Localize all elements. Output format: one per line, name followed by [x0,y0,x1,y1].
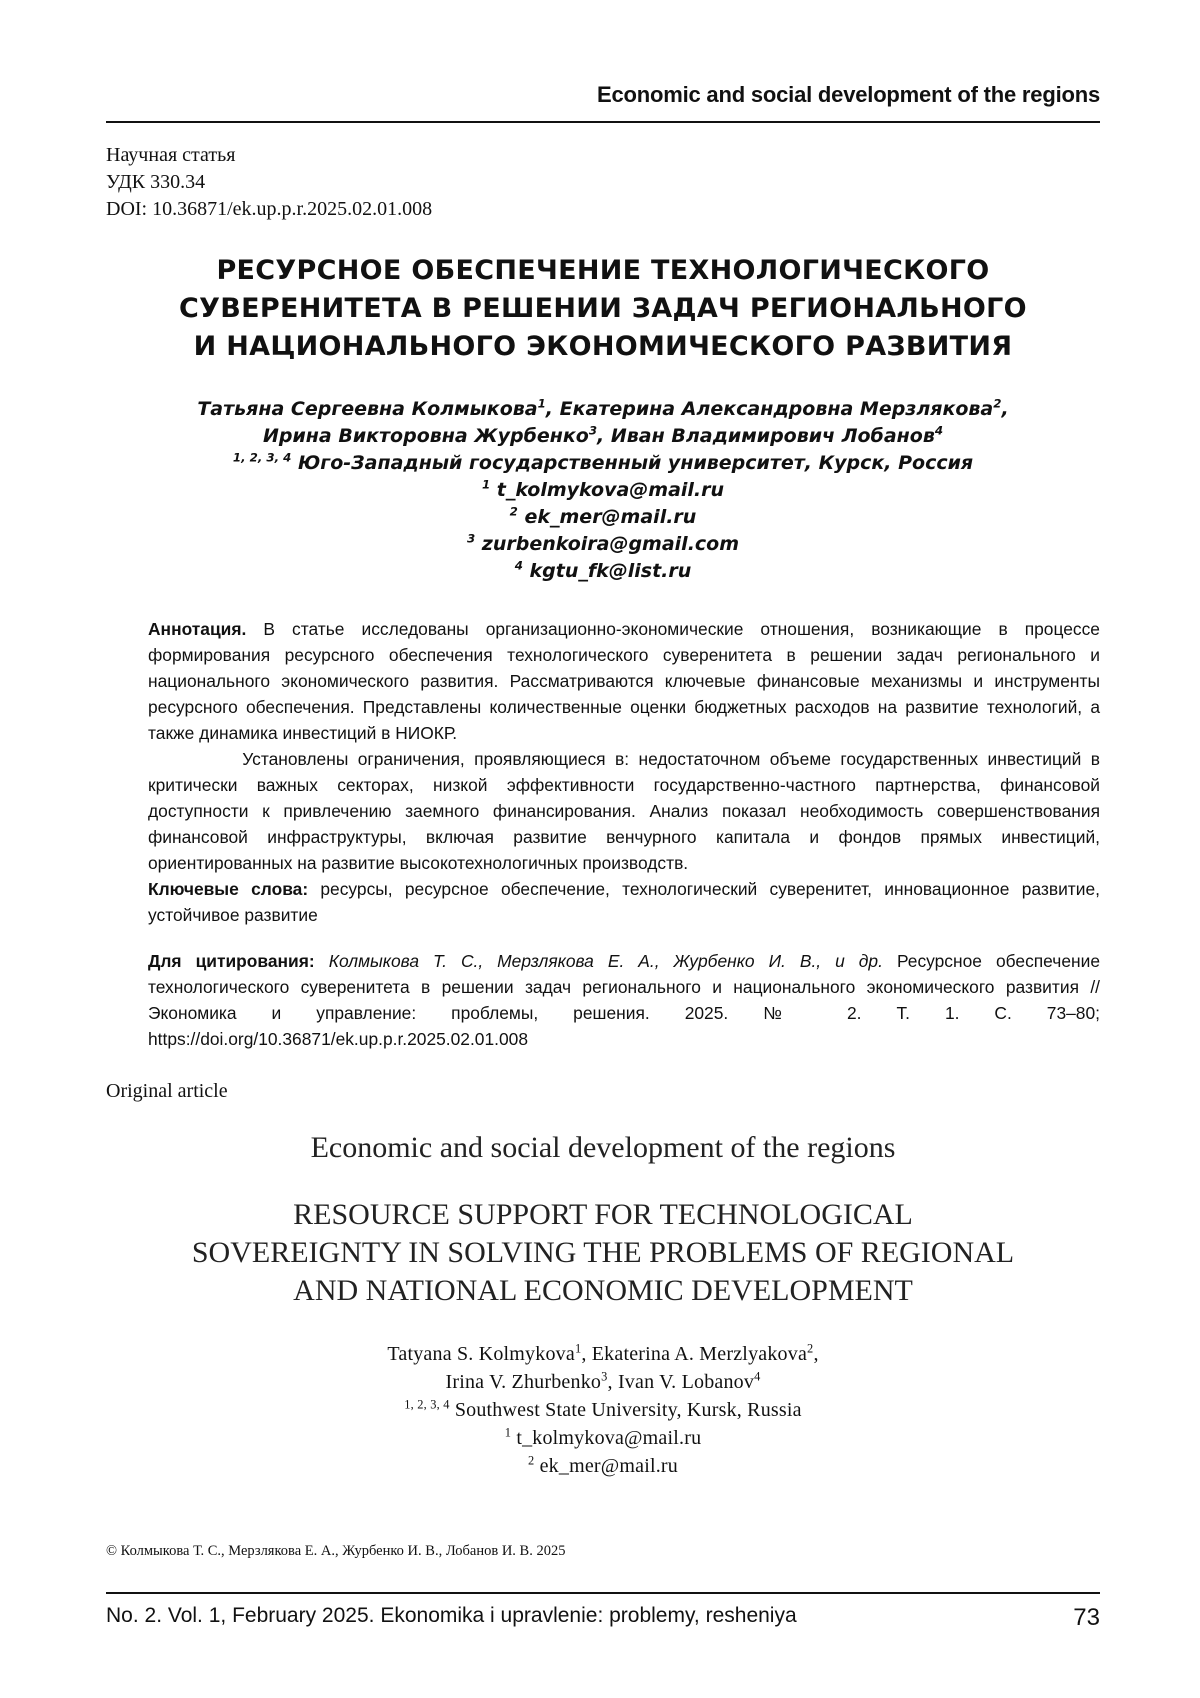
citation-block [148,948,1100,1052]
ru-email [106,558,1100,585]
running-head: Economic and social development of the regions [596,82,1100,107]
udc-code: УДК 330.34 [106,171,206,193]
paper-page [106,0,1100,1698]
copyright-notice: © Колмыкова Т. С., Мерзлякова Е. А., Журбенко И. В., Лобанов И. В. 2025 [106,1543,566,1559]
ru-email [106,504,1100,531]
en-email-sup: 1 [504,1425,512,1440]
keywords-paragraph [148,876,1100,928]
article-meta [106,142,432,223]
ru-title-line: И НАЦИОНАЛЬНОГО ЭКОНОМИЧЕСКОГО РАЗВИТИЯ [193,331,1013,362]
abstract-paragraph [148,746,1100,876]
en-author-name: Irina V. Zhurbenko [445,1371,602,1393]
abstract-text: Установлены ограничения, проявляющиеся в: недостаточном объеме государственных инвестиций в критически важных секторах, низкой эффективности государственно-частного партнерства, финансовой доступности к привлечению заемного финансирования. Анализ показал необходимость совершенствования финансовой инфраструктуры, включая развитие венчурного капитала и фондов прямых инвестиций, ориентированных на развитие высокотехнологичных производств. [148,749,1100,873]
en-section-title: Economic and social development of the regions [310,1131,896,1164]
keywords-label: Ключевые слова: [148,879,309,899]
en-author-name: Ekaterina A. Merzlyakova [591,1343,808,1365]
abstract-paragraph [148,616,1100,746]
en-affiliation-sup: 1, 2, 3, 4 [404,1397,450,1412]
en-email [106,1452,1100,1480]
page-number: 73 [1073,1604,1100,1631]
ru-email-address[interactable]: kgtu_fk@list.ru [529,560,692,582]
en-title-line: AND NATIONAL ECONOMIC DEVELOPMENT [293,1274,913,1307]
ru-author-sup: 3 [588,423,598,438]
keywords-text: ресурсы, ресурсное обеспечение, технологический суверенитет, инновационное развитие, устойчивое развитие [148,879,1100,925]
citation-authors: Колмыкова Т. С., Мерзлякова Е. А., Журбенко И. В., и др. [328,951,883,971]
ru-author-name: Иван Владимирович Лобанов [610,425,935,447]
ru-title-line: РЕСУРСНОЕ ОБЕСПЕЧЕНИЕ ТЕХНОЛОГИЧЕСКОГО [216,255,990,286]
en-author-name: Tatyana S. Kolmykova [387,1343,575,1365]
en-title [106,1196,1100,1310]
ru-author-name: Екатерина Александровна Мерзлякова [559,398,994,420]
ru-author-sup: 2 [993,396,1002,411]
ru-email-address[interactable]: t_kolmykova@mail.ru [496,479,725,501]
ru-affiliation-sup: 1, 2, 3, 4 [232,450,292,465]
en-author-name: Ivan V. Lobanov [617,1371,755,1393]
en-article-type: Original article [106,1080,228,1102]
footer-journal: No. 2. Vol. 1, February 2025. Ekonomika i upravlenie: problemy, resheniya [106,1604,797,1627]
ru-author-sup: 4 [934,423,944,438]
en-email-sup: 2 [527,1453,535,1468]
abstract-block [148,616,1100,928]
en-authors-line: Irina V. Zhurbenko$^3$, Ivan V. Lobanov$^4$ [445,1369,761,1393]
ru-affiliation [106,450,1100,477]
header-rule [106,121,1100,123]
ru-email [106,477,1100,504]
ru-email-sup: 2 [509,504,518,519]
citation-text: Ресурсное обеспечение технологического суверенитета в решении задач регионального и национального экономического развития // Экономика и управление: проблемы, решения. 2025. № 2. Т. 1. С. 73–80; https://doi.org/10.36871/ek.up.p.r.2025.02.01.008 [148,951,1100,1049]
ru-affiliation-text: Юго-Западный государственный университет, Курск, Россия [297,452,974,474]
ru-title [106,252,1100,366]
en-author-sup: 1 [574,1341,582,1356]
en-email-address[interactable]: ek_mer@mail.ru [539,1455,678,1477]
en-author-sup: 4 [754,1369,761,1384]
en-author-sup: 2 [807,1341,814,1356]
en-email-address[interactable]: t_kolmykova@mail.ru [516,1427,702,1449]
ru-author-sup: 1 [537,396,546,411]
abstract-label: Аннотация. [148,619,247,639]
en-authors-line: Tatyana S. Kolmykova$^1$, Ekaterina A. Merzlyakova$^2$, [387,1341,819,1365]
ru-email-address[interactable]: ek_mer@mail.ru [524,506,697,528]
en-affiliation-text: Southwest State University, Kursk, Russia [454,1399,802,1421]
en-affiliation [106,1396,1100,1424]
en-authors-block [106,1340,1100,1480]
doi: DOI: 10.36871/ek.up.p.r.2025.02.01.008 [106,198,433,220]
ru-email-sup: 1 [481,477,491,492]
ru-email-sup: 3 [466,531,476,546]
ru-email-address[interactable]: zurbenkoira@gmail.com [481,533,740,555]
ru-email [106,531,1100,558]
citation-label: Для цитирования: [148,951,315,971]
footer-rule [106,1592,1100,1594]
en-author-sup: 3 [601,1369,608,1384]
ru-email-sup: 4 [514,558,523,573]
ru-author-name: Татьяна Сергеевна Колмыкова [197,398,538,420]
ru-author-name: Ирина Викторовна Журбенко [262,425,589,447]
en-title-line: SOVEREIGNTY IN SOLVING THE PROBLEMS OF REGIONAL [191,1236,1015,1269]
abstract-text: В статье исследованы организационно-экономические отношения, возникающие в процессе формирования ресурсного обеспечения технологического суверенитета в решении задач регионального и национального экономического развития. Рассматриваются ключевые финансовые механизмы и инструменты ресурсного обеспечения. Представлены количественные оценки бюджетных расходов на развитие технологий, а также динамика инвестиций в НИОКР. [148,619,1100,743]
ru-authors-line: Ирина Викторовна Журбенко$^3$, Иван Владимирович Лобанов$^4$ [262,423,944,447]
article-type: Научная статья [106,144,236,166]
ru-authors-line: Татьяна Сергеевна Колмыкова$^1$, Екатерина Александровна Мерзлякова$^2$, [197,396,1009,420]
en-email [106,1424,1100,1452]
en-title-line: RESOURCE SUPPORT FOR TECHNOLOGICAL [293,1198,913,1231]
ru-title-line: СУВЕРЕНИТЕТА В РЕШЕНИИ ЗАДАЧ РЕГИОНАЛЬНОГО [179,293,1027,324]
ru-authors-block [106,396,1100,585]
